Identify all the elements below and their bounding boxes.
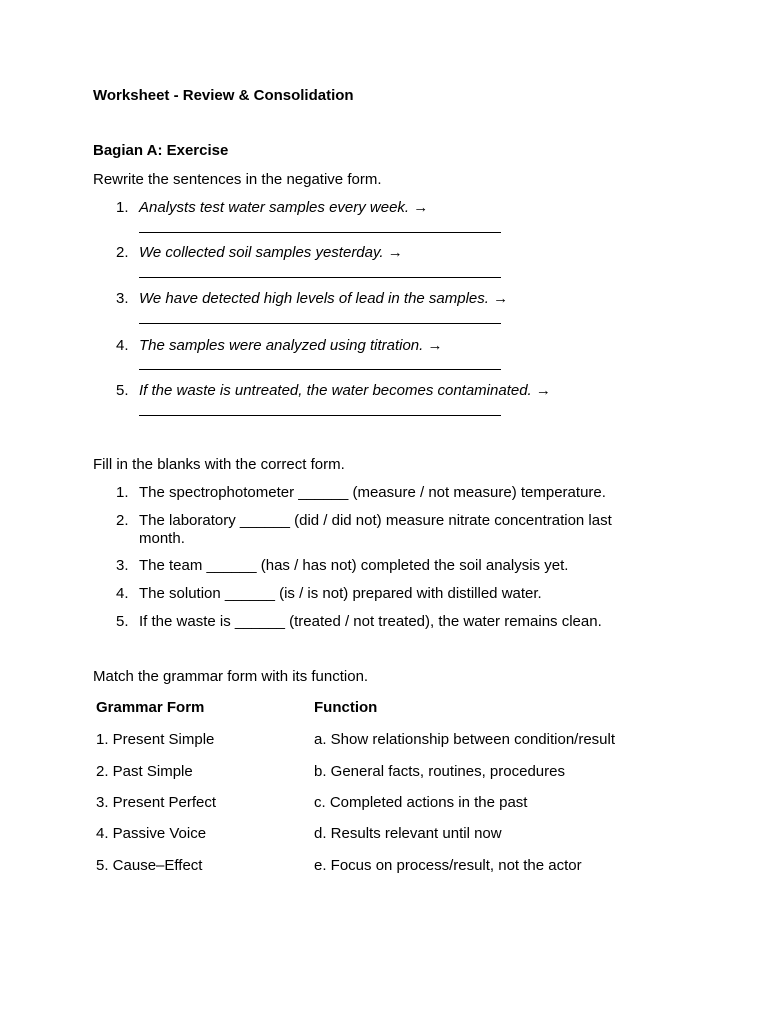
item-number: 3. — [116, 557, 129, 574]
table-header-function: Function — [314, 699, 378, 716]
item-number: 2. — [116, 244, 129, 261]
table-cell-form: 4. Passive Voice — [96, 825, 207, 842]
part1-instruction: Rewrite the sentences in the negative form. — [93, 171, 382, 188]
section-heading: Bagian A: Exercise — [93, 142, 229, 159]
item-sentence: If the waste is ______ (treated / not treated), the water remains clean. — [139, 613, 602, 630]
answer-line — [139, 232, 501, 233]
item-number: 4. — [116, 337, 129, 354]
item-sentence: The team ______ (has / has not) completed the soil analysis yet. — [139, 557, 569, 574]
worksheet-title: Worksheet - Review & Consolidation — [93, 87, 354, 104]
part3-instruction: Match the grammar form with its function. — [93, 668, 369, 685]
table-cell-function: a. Show relationship between condition/result — [314, 731, 616, 748]
table-cell-form: 5. Cause–Effect — [96, 857, 203, 874]
item-number: 1. — [116, 484, 129, 501]
item-number: 4. — [116, 585, 129, 602]
table-cell-form: 2. Past Simple — [96, 763, 193, 780]
item-sentence: The spectrophotometer ______ (measure / not measure) temperature. — [139, 484, 606, 501]
item-sentence: If the waste is untreated, the water becomes contaminated. → — [139, 382, 551, 399]
item-sentence: The solution ______ (is / is not) prepared with distilled water. — [139, 585, 542, 602]
table-header-grammar-form: Grammar Form — [96, 699, 205, 716]
answer-line — [139, 277, 501, 278]
item-number: 3. — [116, 290, 129, 307]
table-cell-function: c. Completed actions in the past — [314, 794, 528, 811]
item-number: 2. — [116, 512, 129, 529]
table-cell-form: 1. Present Simple — [96, 731, 215, 748]
answer-line — [139, 415, 501, 416]
table-cell-function: e. Focus on process/result, not the actor — [314, 857, 582, 874]
item-number: 5. — [116, 382, 129, 399]
item-number: 5. — [116, 613, 129, 630]
item-sentence: Analysts test water samples every week. → — [139, 199, 429, 216]
table-cell-function: b. General facts, routines, procedures — [314, 763, 565, 780]
part2-instruction: Fill in the blanks with the correct form. — [93, 456, 345, 473]
table-cell-form: 3. Present Perfect — [96, 794, 217, 811]
item-sentence: We have detected high levels of lead in the samples. → — [139, 290, 509, 307]
item-sentence: We collected soil samples yesterday. → — [139, 244, 403, 261]
table-cell-function: d. Results relevant until now — [314, 825, 502, 842]
answer-line — [139, 323, 501, 324]
answer-line — [139, 369, 501, 370]
item-sentence: The laboratory ______ (did / did not) measure nitrate concentration last month. — [139, 512, 612, 547]
item-sentence: The samples were analyzed using titration. → — [139, 337, 443, 354]
item-number: 1. — [116, 199, 129, 216]
